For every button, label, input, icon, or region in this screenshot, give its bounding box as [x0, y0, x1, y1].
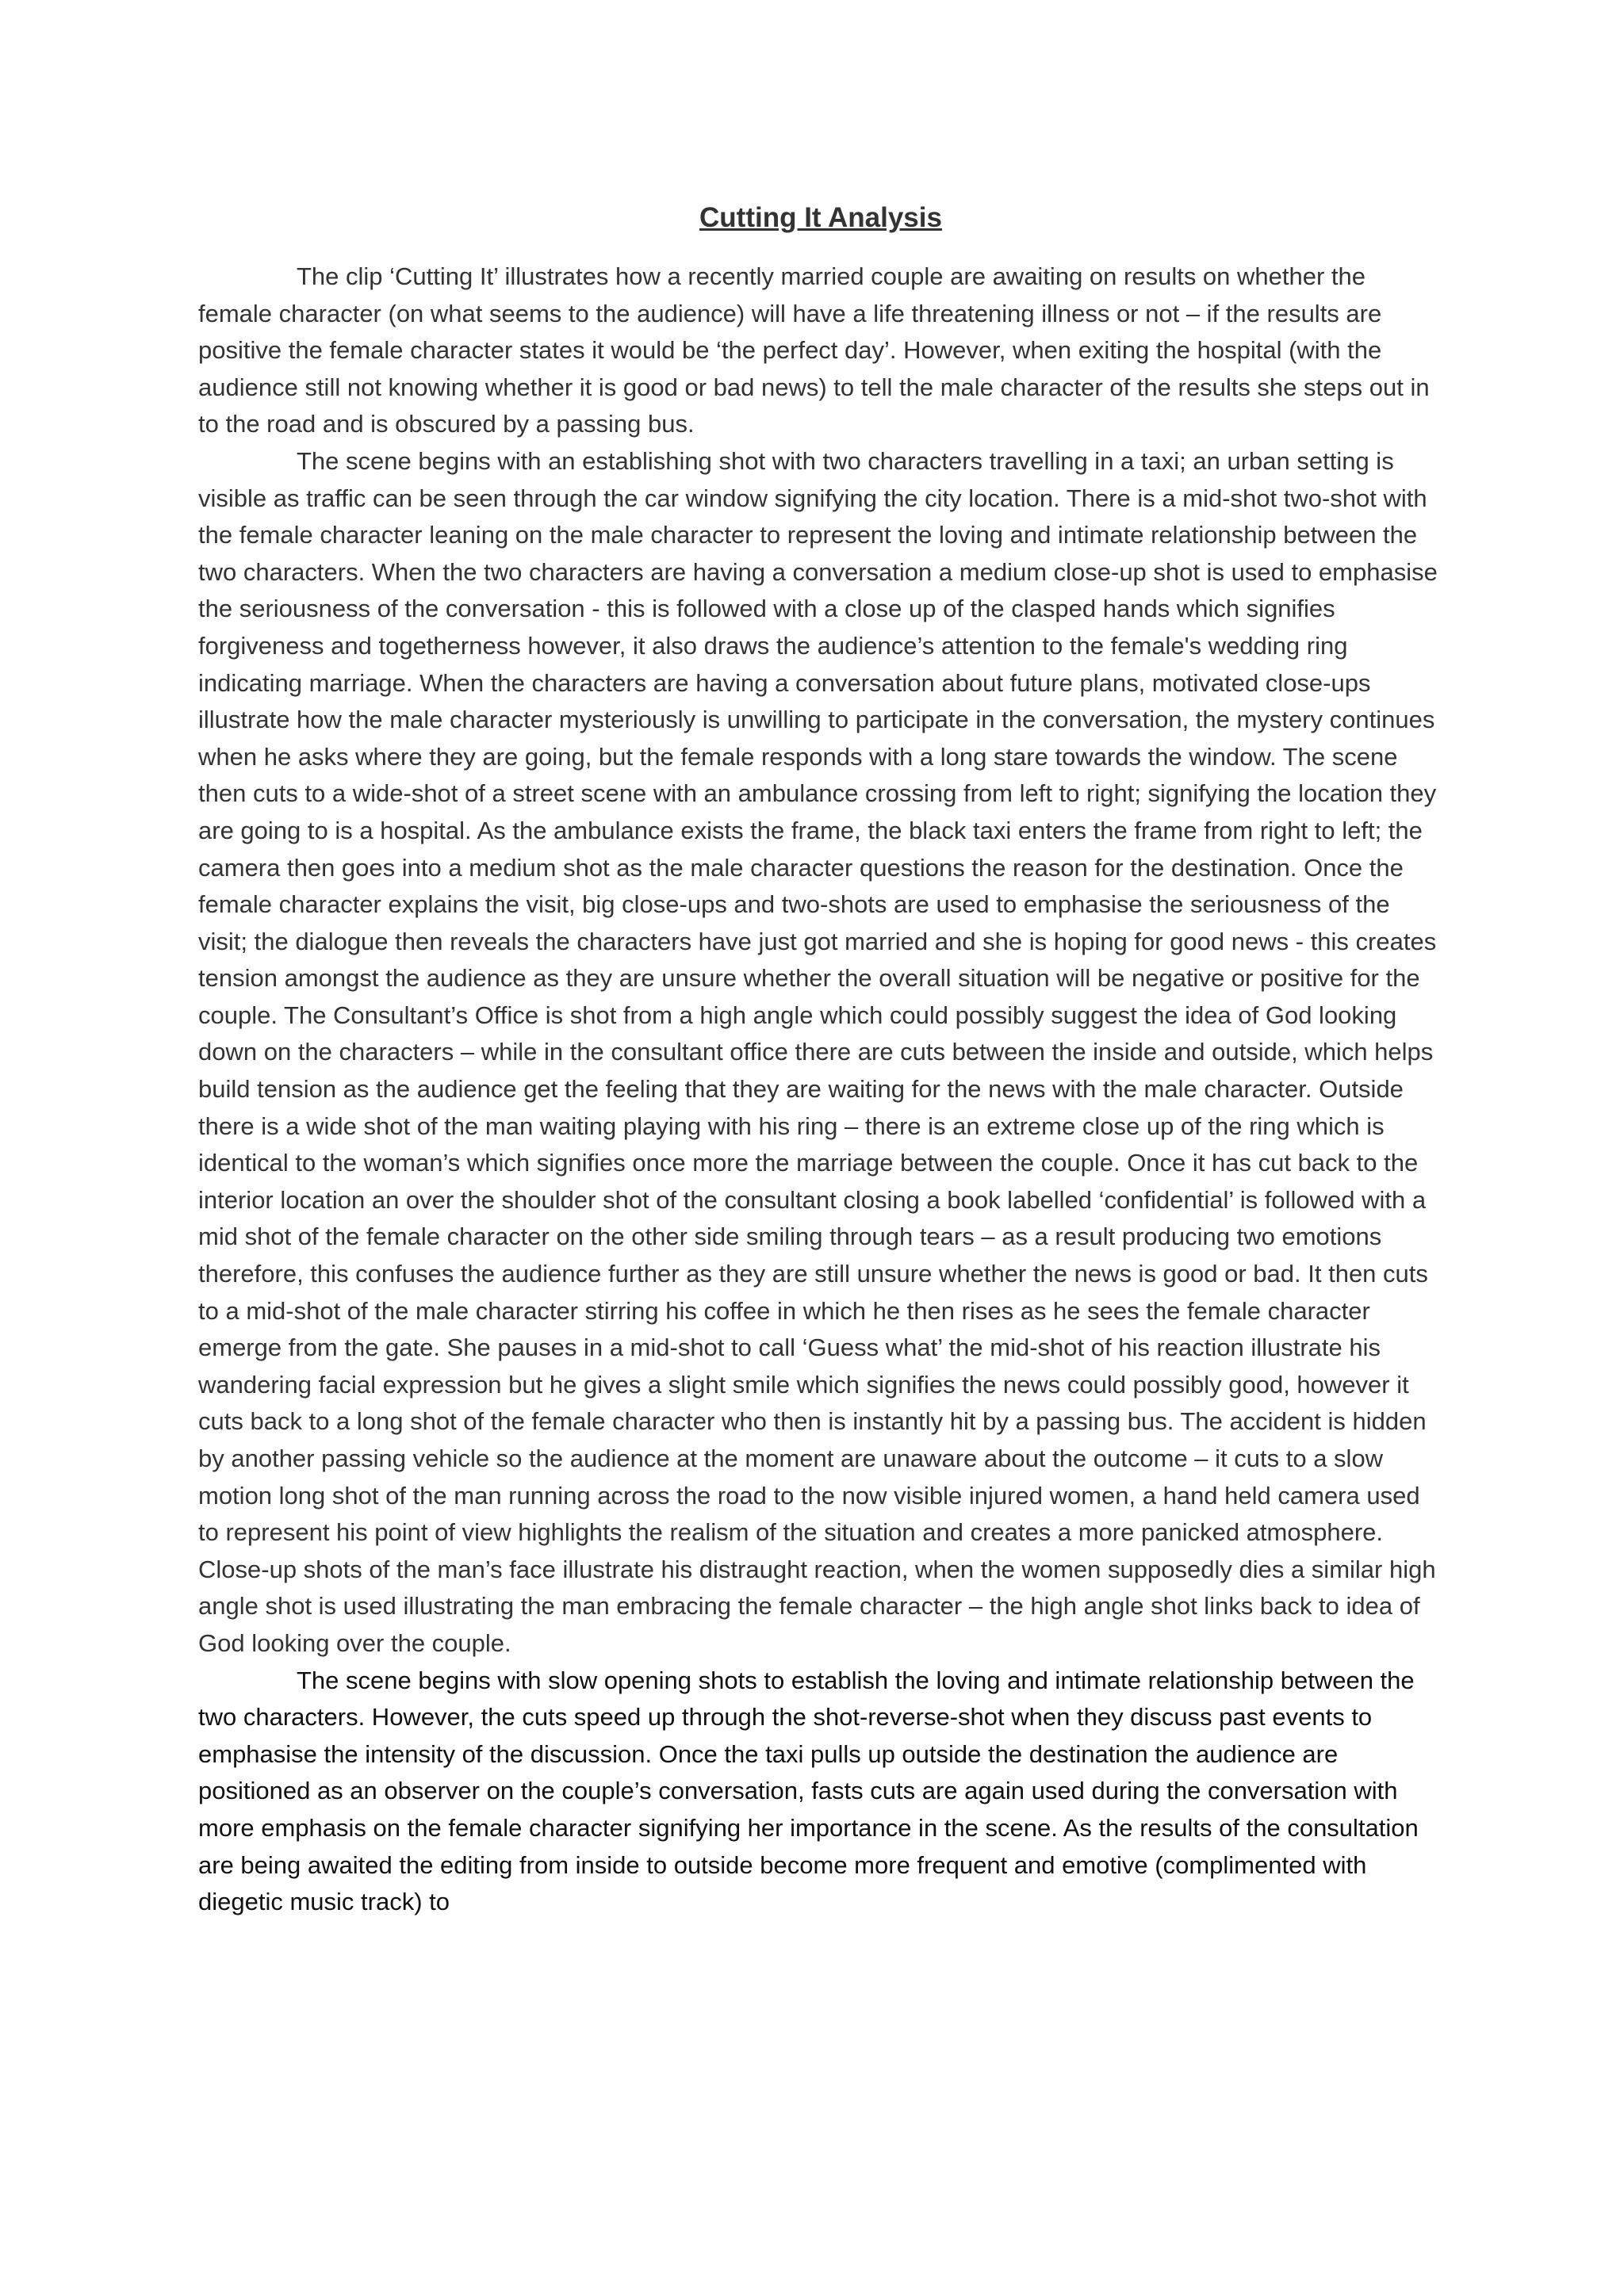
document-title: Cutting It Analysis — [699, 202, 942, 233]
document-page — [198, 197, 1443, 1921]
paragraph-intro: The clip ‘Cutting It’ illustrates how a recently married couple are awaiting on results on whether the female character (on what seems to the audience) will have a life threatening illness or not – if the results are positive the female character states it would be ‘the perfect day’. However, when exiting the hospital (with the audience still not knowing whether it is good or bad news) to tell the male character of the results she steps out in to the road and is obscured by a passing bus. — [198, 262, 1430, 438]
paragraph-editing-analysis: The scene begins with slow opening shots to establish the loving and intimate relationship between the two characters. However, the cuts speed up through the shot-reverse-shot when they discuss past events to emphasise the intensity of the discussion. Once the taxi pulls up outside the destination the audience are positioned as an observer on the couple’s conversation, fasts cuts are again used during the conversation with more emphasis on the female character signifying her importance in the scene. As the results of the consultation are being awaited the editing from inside to outside become more frequent and emotive (complimented with diegetic music track) to — [198, 1666, 1419, 1916]
paragraph-scene-analysis: The scene begins with an establishing shot with two characters travelling in a taxi; an urban setting is visible as traffic can be seen through the car window signifying the city location. There is a mid-shot two-shot with the female character leaning on the male character to represent the loving and intimate relationship between the two characters. When the two characters are having a conversation a medium close-up shot is used to emphasise the seriousness of the conversation - this is followed with a close up of the clasped hands which signifies forgiveness and togetherness however, it also draws the audience’s attention to the female's wedding ring indicating marriage. When the characters are having a conversation about future plans, motivated close-ups illustrate how the male character mysteriously is unwilling to participate in the conversation, the mystery continues when he asks where they are going, but the female responds with a long stare towards the window. The scene then cuts to a wide-shot of a street scene with an ambulance crossing from left to right; signifying the location they are going to is a hospital. As the ambulance exists the frame, the black taxi enters the frame from right to left; the camera then goes into a medium shot as the male character questions the reason for the destination. Once the female character explains the visit, big close-ups and two-shots are used to emphasise the seriousness of the visit; the dialogue then reveals the characters have just got married and she is hoping for good news - this creates tension amongst the audience as they are unsure whether the overall situation will be negative or positive for the couple. The Consultant’s Office is shot from a high angle which could possibly suggest the idea of God looking down on the characters – while in the consultant office there are cuts between the inside and outside, which helps build tension as the audience get the feeling that they are waiting for the news with the male character. Outside there is a wide shot of the man waiting playing with his ring – there is an extreme close up of the ring which is identical to the woman’s which signifies once more the marriage between the couple. Once it has cut back to the interior location an over the shoulder shot of the consultant closing a book labelled ‘confidential’ is followed with a mid shot of the female character on the other side smiling through tears – as a result producing two emotions therefore, this confuses the audience further as they are still unsure whether the news is good or bad. It then cuts to a mid-shot of the male character stirring his coffee in which he then rises as he sees the female character emerge from the gate. She pauses in a mid-shot to call ‘Guess what’ the mid-shot of his reaction illustrate his wandering facial expression but he gives a slight smile which signifies the news could possibly good, however it cuts back to a long shot of the female character who then is instantly hit by a passing bus. The accident is hidden by another passing vehicle so the audience at the moment are unaware about the outcome – it cuts to a slow motion long shot of the man running across the road to the now visible injured women, a hand held camera used to represent his point of view highlights the realism of the situation and creates a more panicked atmosphere. Close-up shots of the man’s face illustrate his distraught reaction, when the women supposedly dies a similar high angle shot is used illustrating the man embracing the female character – the high angle shot links back to idea of God looking over the couple. — [198, 446, 1438, 1657]
